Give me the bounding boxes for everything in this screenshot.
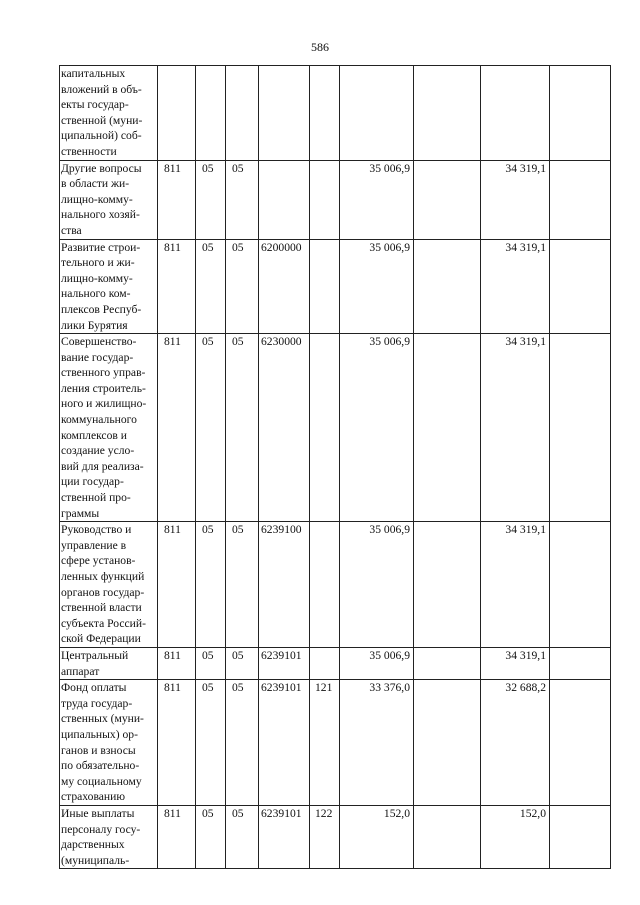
item-name-line: (муниципаль- [61, 853, 130, 867]
table-row [60, 805, 611, 868]
item-name-line: ленных функций [61, 570, 145, 583]
item-name-line: нального хозяй- [61, 208, 140, 222]
item-name-line: ципальной) соб- [61, 129, 142, 143]
item-name-line: ления строитель- [61, 381, 146, 395]
amount-cell: 34 319,1 [481, 160, 550, 239]
vr-cell [310, 522, 340, 648]
item-name-cell [60, 647, 158, 679]
empty-cell [414, 239, 481, 334]
item-name-cell [60, 680, 158, 806]
item-name-cell [60, 522, 158, 648]
pr-cell: 05 [226, 160, 259, 239]
rz-cell: 05 [196, 805, 226, 868]
empty-cell [550, 805, 611, 868]
item-name-line: вий для реализа- [61, 459, 144, 473]
item-name-line: ственных (муни- [61, 712, 144, 726]
csr-cell: 6200000 [259, 239, 310, 334]
pr-cell: 05 [226, 647, 259, 679]
csr-cell [259, 160, 310, 239]
item-name-line: создание усло- [61, 444, 135, 458]
item-name-line: аппарат [61, 664, 100, 678]
item-name-line: ственной власти [61, 601, 142, 615]
rz-cell: 05 [196, 334, 226, 522]
item-name-cell [60, 805, 158, 868]
amount-cell: 33 376,0 [340, 680, 414, 806]
gr-cell: 811 [158, 239, 196, 334]
amount-cell: 152,0 [481, 805, 550, 868]
item-name-line: му социальному [61, 774, 142, 788]
item-name-line: Совершенство- [61, 335, 137, 349]
vr-cell [310, 239, 340, 334]
item-name-line: ции государ- [61, 475, 124, 489]
rz-cell: 05 [196, 647, 226, 679]
gr-cell: 811 [158, 522, 196, 648]
item-name-line: вание государ- [61, 350, 134, 364]
table-row [60, 680, 611, 806]
item-name-line: плексов Респуб- [61, 302, 142, 316]
vr-cell [310, 160, 340, 239]
gr-cell: 811 [158, 680, 196, 806]
pr-cell [226, 66, 259, 161]
item-name-line: екты государ- [61, 98, 129, 112]
item-name-line: дарственных [61, 838, 125, 852]
item-name-line: Иные выплаты [61, 806, 135, 820]
pr-cell: 05 [226, 522, 259, 648]
gr-cell: 811 [158, 647, 196, 679]
item-name-line: сфере установ- [61, 554, 136, 568]
table-body [60, 66, 611, 869]
table-row [60, 522, 611, 648]
item-name-line: граммы [61, 506, 100, 520]
empty-cell [550, 522, 611, 648]
empty-cell [414, 647, 481, 679]
amount-cell: 32 688,2 [481, 680, 550, 806]
item-name-cell [60, 66, 158, 161]
vr-cell: 122 [310, 805, 340, 868]
item-name-cell [60, 160, 158, 239]
amount-cell: 35 006,9 [340, 522, 414, 648]
vr-cell [310, 334, 340, 522]
item-name-cell [60, 239, 158, 334]
table-row [60, 160, 611, 239]
empty-cell [414, 522, 481, 648]
empty-cell [414, 160, 481, 239]
table-row [60, 239, 611, 334]
item-name-line: Другие вопросы [61, 161, 142, 175]
table-row [60, 647, 611, 679]
amount-cell: 152,0 [340, 805, 414, 868]
pr-cell: 05 [226, 334, 259, 522]
budget-table [59, 65, 611, 869]
vr-cell [310, 66, 340, 161]
amount-cell [340, 66, 414, 161]
csr-cell: 6239101 [259, 805, 310, 868]
csr-cell: 6239101 [259, 680, 310, 806]
pr-cell: 05 [226, 805, 259, 868]
csr-cell: 6230000 [259, 334, 310, 522]
amount-cell [481, 66, 550, 161]
rz-cell: 05 [196, 239, 226, 334]
item-name-line: ской Федерации [61, 632, 141, 646]
item-name-line: комплексов и [61, 428, 127, 442]
empty-cell [414, 66, 481, 161]
empty-cell [550, 647, 611, 679]
item-name-line: субъекта Россий- [61, 616, 146, 630]
item-name-line: ципальных) ор- [61, 727, 138, 741]
csr-cell: 6239100 [259, 522, 310, 648]
item-name-line: управление в [61, 538, 127, 552]
csr-cell: 6239101 [259, 647, 310, 679]
empty-cell [550, 66, 611, 161]
empty-cell [550, 239, 611, 334]
item-name-line: в области жи- [61, 177, 130, 191]
empty-cell [550, 160, 611, 239]
item-name-line: Центральный [61, 648, 129, 662]
csr-cell [259, 66, 310, 161]
page-number: 586 [311, 40, 329, 54]
item-name-line: капитальных [61, 67, 126, 80]
amount-cell: 35 006,9 [340, 647, 414, 679]
item-name-line: ганов и взносы [61, 743, 136, 757]
item-name-line: лищно-комму- [61, 271, 133, 285]
amount-cell: 34 319,1 [481, 334, 550, 522]
table-row [60, 334, 611, 522]
item-name-line: ства [61, 223, 82, 237]
item-name-line: лищно-комму- [61, 192, 133, 206]
empty-cell [550, 680, 611, 806]
item-name-line: персоналу госу- [61, 822, 141, 836]
item-name-line: ственного управ- [61, 366, 146, 380]
rz-cell: 05 [196, 160, 226, 239]
vr-cell: 121 [310, 680, 340, 806]
item-name-line: нального ком- [61, 287, 131, 301]
item-name-line: вложений в объ- [61, 82, 142, 96]
gr-cell: 811 [158, 160, 196, 239]
item-name-line: ного и жилищно- [61, 397, 147, 411]
rz-cell [196, 66, 226, 161]
gr-cell: 811 [158, 805, 196, 868]
amount-cell: 35 006,9 [340, 239, 414, 334]
item-name-line: Руководство и [61, 523, 132, 537]
item-name-line: страхованию [61, 790, 125, 804]
pr-cell: 05 [226, 239, 259, 334]
empty-cell [414, 680, 481, 806]
amount-cell: 34 319,1 [481, 647, 550, 679]
item-name-line: коммунального [61, 413, 137, 427]
amount-cell: 34 319,1 [481, 522, 550, 648]
empty-cell [550, 334, 611, 522]
empty-cell [414, 805, 481, 868]
item-name-line: ственной (муни- [61, 113, 143, 127]
pr-cell: 05 [226, 680, 259, 806]
item-name-line: тельного и жи- [61, 256, 135, 270]
gr-cell: 811 [158, 334, 196, 522]
rz-cell: 05 [196, 680, 226, 806]
empty-cell [414, 334, 481, 522]
amount-cell: 35 006,9 [340, 160, 414, 239]
item-name-cell [60, 334, 158, 522]
item-name-line: органов государ- [61, 585, 145, 599]
amount-cell: 34 319,1 [481, 239, 550, 334]
vr-cell [310, 647, 340, 679]
amount-cell: 35 006,9 [340, 334, 414, 522]
item-name-line: по обязательно- [61, 759, 140, 773]
table-row [60, 66, 611, 161]
item-name-line: ственной про- [61, 491, 131, 505]
item-name-line: Развитие строи- [61, 240, 141, 254]
gr-cell [158, 66, 196, 161]
item-name-line: лики Бурятия [61, 318, 128, 332]
rz-cell: 05 [196, 522, 226, 648]
item-name-line: ственности [61, 144, 117, 158]
item-name-line: Фонд оплаты [61, 681, 127, 695]
item-name-line: труда государ- [61, 696, 133, 710]
